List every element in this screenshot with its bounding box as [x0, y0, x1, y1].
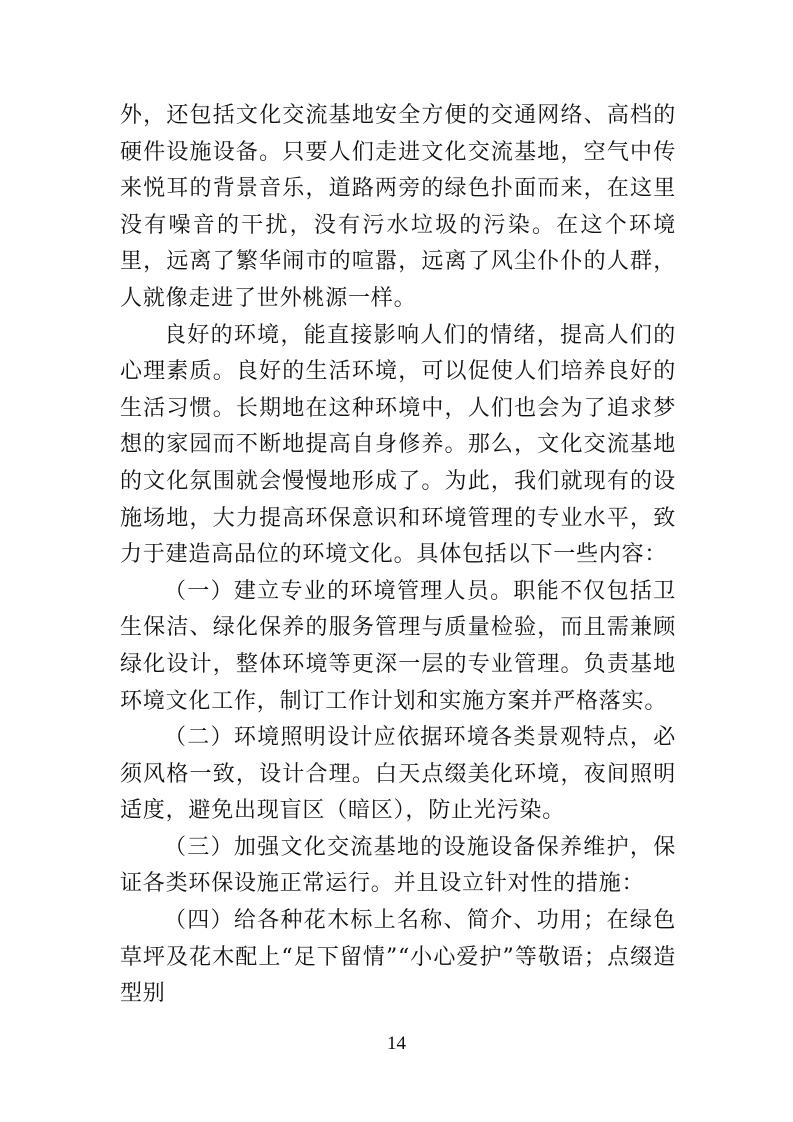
page-number: 14: [387, 1033, 406, 1054]
paragraph-item-1: （一）建立专业的环境管理人员。职能不仅包括卫生保洁、绿化保养的服务管理与质量检验，而且需兼顾绿化设计，整体环境等更深一层的专业管理。负责基地环境文化工作，制订工作计划和实施方案并严格落实。: [120, 578, 676, 714]
paragraph-item-3: （三）加强文化交流基地的设施设备保养维护，保证各类环保设施正常运行。并且设立针对性的措施：: [120, 834, 676, 897]
body-text: [120, 98, 676, 1013]
paragraph-continuation: 外，还包括文化交流基地安全方便的交通网络、高档的硬件设施设备。只要人们走进文化交流基地，空气中传来悦耳的背景音乐，道路两旁的绿色扑面而来，在这里没有噪音的干扰，没有污水垃圾的污染。在这个环境里，远离了繁华闹市的喧嚣，远离了风尘仆仆的人群，人就像走进了世外桃源一样。: [120, 103, 676, 311]
paragraph-item-4: （四）给各种花木标上名称、简介、功用；在绿色草坪及花木配上“足下留情”“小心爱护”等敬语；点缀造型别: [120, 908, 676, 1007]
paragraph-environment-effects: 良好的环境，能直接影响人们的情绪，提高人们的心理素质。良好的生活环境，可以促使人们培养良好的生活习惯。长期地在这种环境中，人们也会为了追求梦想的家园而不断地提高自身修养。那么，文化交流基地的文化氛围就会慢慢地形成了。为此，我们就现有的设施场地，大力提高环保意识和环境管理的专业水平，致力于建造高品位的环境文化。具体包括以下一些内容：: [120, 322, 676, 568]
paragraph-item-2: （二）环境照明设计应依据环境各类景观特点，必须风格一致，设计合理。白天点缀美化环境，夜间照明适度，避免出现盲区（暗区），防止光污染。: [120, 725, 676, 824]
